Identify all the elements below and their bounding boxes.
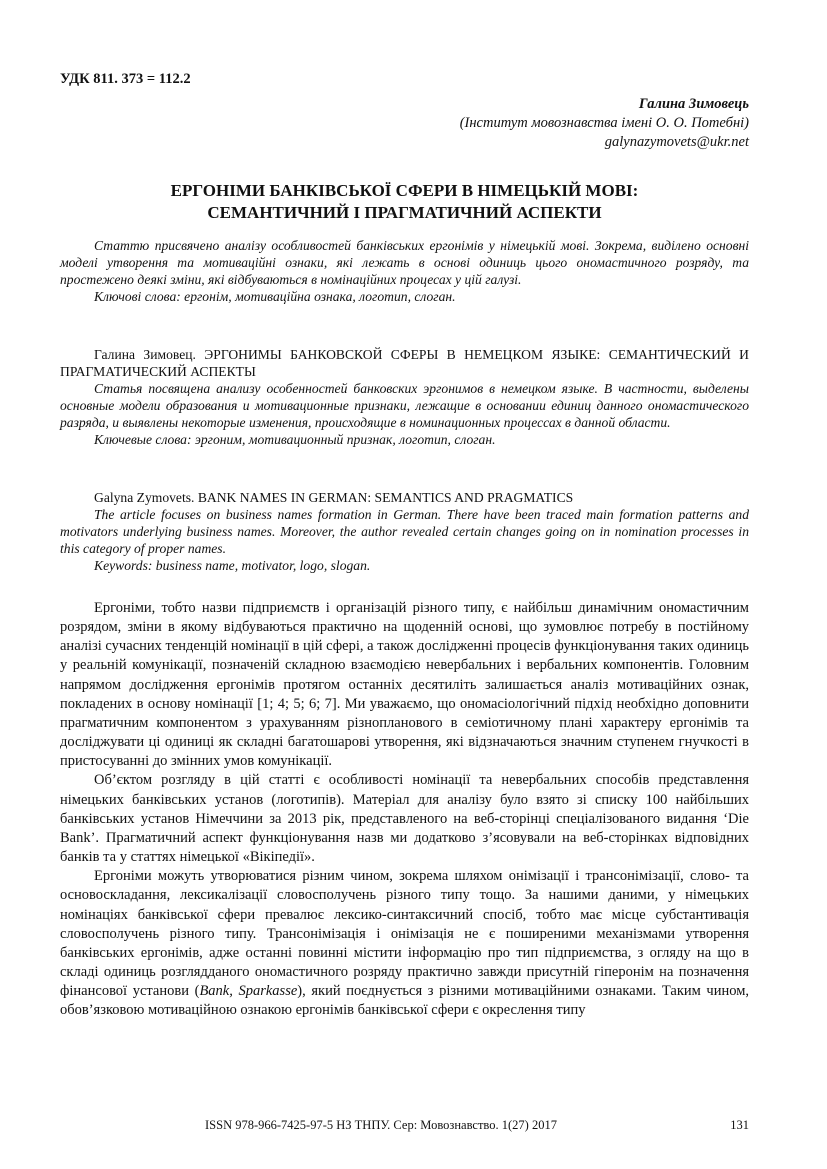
- udk-code: УДК 811. 373 = 112.2: [60, 71, 191, 87]
- abstract-ru-keywords: Ключевые слова: эргоним, мотивационный признак, логотип, слоган.: [94, 431, 496, 447]
- abstract-en: [60, 490, 749, 575]
- abstract-en-heading: Galyna Zymovets. BANK NAMES IN GERMAN: SEMANTICS AND PRAGMATICS: [94, 490, 574, 505]
- body-paragraph-1: Ергоніми, тобто назви підприємств і організацій різного типу, є найбільш динамічним ономастичним розрядом, зміни в якому відбуваються практично на щоденній основі, що зумовлює потребу в постійному аналізі сучасних тенденцій номінації в цій сфері, а також дослідженні процесів функціонування таких одиниць у реальній комунікації, позначеній складною взаємодією невербальних і вербальних компонентів. Головним напрямом дослідження ергонімів протягом останніх десятиліть залишається аналіз мотиваційних ознак, покладених в основу номінації [1; 4; 5; 6; 7]. Ми уважаємо, що ономасіологічний підхід необхідно доповнити прагматичним компонентом з урахуванням різнопланового в семіотичному плані характеру ергонімів та досліджувати ці одиниці як складні багатошарові утворення, які відзначаються значним ступенем гнучкості в пристосуванні до змінних умов комунікації.: [60, 600, 749, 770]
- abstract-ru-heading: Галина Зимовец. ЭРГОНИМЫ БАНКОВСКОЙ СФЕРЫ В НЕМЕЦКОМ ЯЗЫКЕ: СЕМАНТИЧЕСКИЙ И ПРАГМАТИЧЕСКИЙ АСПЕКТЫ: [60, 347, 749, 379]
- abstract-uk-text: Статтю присвячено аналізу особливостей банківських ергонімів у німецькій мові. Зокрема, виділено основні моделі утворення та мотиваційні ознаки, які лежать в основі одиниць цього ономастичного розряду, та простежено деякі зміни, які відбуваються в номінаційних процесах у цій галузі.: [60, 238, 749, 287]
- body-paragraph-3-start: Ергоніми можуть утворюватися різним чином, зокрема шляхом онімізації і трансонімізації, слово- та основоскладання, лексикалізації словосполучень різного типу тощо. За нашими даними, у німецьких номінаціях банківської сфери превалює лексико-синтаксичний спосіб, тобто має місце субстантивація словосполучень різного типу. Трансонімізація і онімізація не є поширеними механізмами утворення банківських ергонімів, адже останні повинні містити інформацію про тип підприємства, з огляду на що в складі одиниць розглядданого ономастичного розряду практично завжди присутній гіперонім на позначення фінансової установи (: [60, 868, 749, 1000]
- title-line-1: ЕРГОНІМИ БАНКІВСЬКОЇ СФЕРИ В НІМЕЦЬКІЙ МОВІ:: [170, 181, 639, 200]
- abstract-en-keywords: Keywords: business name, motivator, logo, slogan.: [94, 557, 371, 573]
- author-affiliation: (Інститут мовознавства імені О. О. Потебні): [459, 115, 749, 131]
- page-number: 131: [730, 1118, 749, 1132]
- body-paragraph-3-italic-terms: Bank, Sparkasse: [199, 983, 298, 1000]
- abstract-en-text: The article focuses on business names formation in German. There have been traced main formation patterns and motivators underlying business names. Moreover, the author revealed certain changes going on in nomination processes in this category of proper names.: [60, 506, 749, 556]
- author-name: Галина Зимовець: [638, 96, 749, 112]
- author-block: [249, 95, 749, 152]
- body-paragraph-2: Об’єктом розгляду в цій статті є особливості номінації та невербальних способів представлення німецьких банківських установ (логотипів). Матеріал для аналізу було взято зі списку 100 найбільших банківських установ Німеччини за 2013 рік, представленого на веб-сторінці спеціалізованого видання ‘Die Bank’. Прагматичний аспект функціонування назв ми додатково з’ясовували на веб-сторінках відповідних банків та у статтях німецької «Вікіпедії».: [60, 772, 749, 866]
- footer-issn: ISSN 978-966-7425-97-5 НЗ ТНПУ. Сер: Мовознавство. 1(27) 2017: [205, 1118, 557, 1132]
- title-line-2: СЕМАНТИЧНИЙ І ПРАГМАТИЧНИЙ АСПЕКТИ: [207, 203, 602, 222]
- abstract-uk: [60, 238, 749, 306]
- abstract-ru-text: Статья посвящена анализу особенностей банковских эргонимов в немецком языке. В частности, выделены основные модели образования и мотивационные признаки, лежащие в основании единиц данного ономастического разряда, и выявлены некоторые изменения, происходящие в номинационных процессах в данной области.: [60, 380, 749, 430]
- paper-title: [60, 180, 749, 224]
- body-paragraph-3-end: ), який поєднується з різними мотиваційними ознаками. Таким чином, обов’язковою мотиваційною ознакою ергонімів банківської сфери є окреслення типу: [60, 983, 750, 1019]
- author-email: galynazymovets@ukr.net: [604, 134, 749, 150]
- abstract-ru: [60, 347, 749, 448]
- abstract-uk-keywords: Ключові слова: ергонім, мотиваційна ознака, логотип, слоган.: [94, 288, 456, 304]
- main-text: [60, 599, 749, 1020]
- body-paragraph-3: [60, 867, 749, 1020]
